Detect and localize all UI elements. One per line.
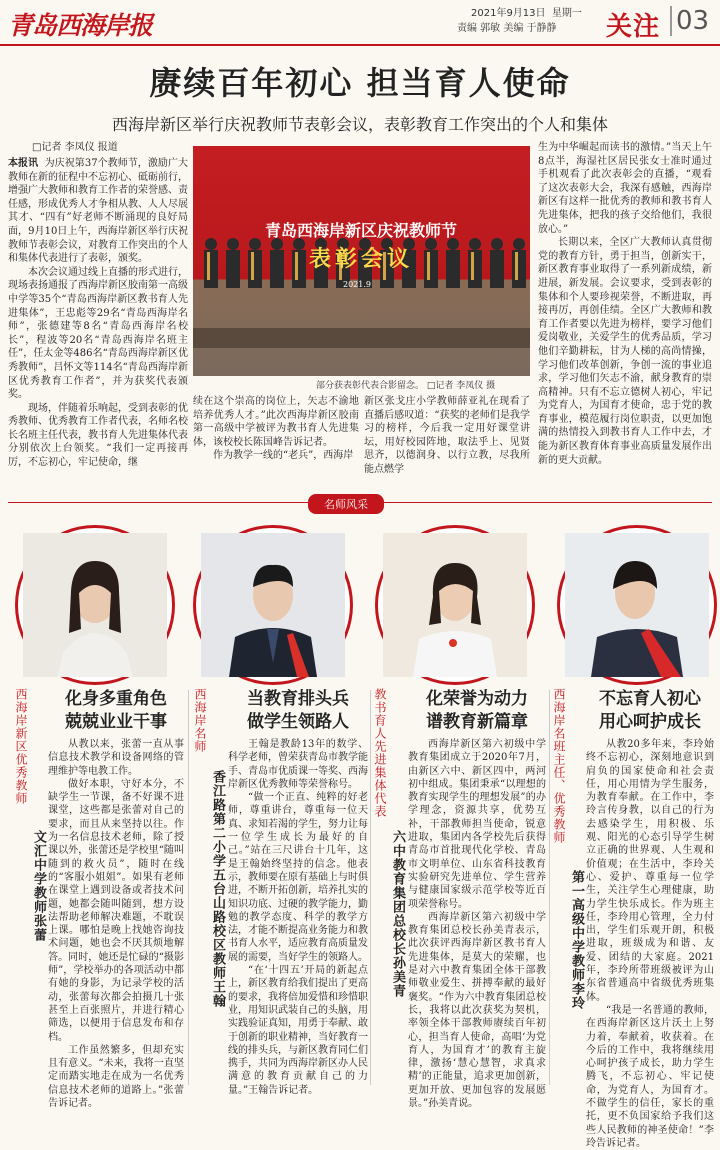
article-column-2 [193, 395, 359, 463]
reporter-credit: □记者 李凤仪 报道 [32, 142, 118, 153]
dateline [457, 6, 582, 36]
photo-caption: 部分获表彰代表合影留念。 □记者 李凤仪 摄 [316, 381, 496, 391]
paragraph: 生为中华崛起而读书的激情。”当天上午8点半，海湿社区居民张女士准时通过手机观看了此次表彰会的直播，“观看了这次表彰大会，我深有感触，西海岸新区有这样一批优秀的教师和教书育人先进集体，把我的孩子交给他们，我很放心。” [538, 142, 712, 235]
paragraph: 为庆祝第37个教师节，激励广大教师在新的征程中不忘初心、砥砺前行，增强广大教师和教育工作者的荣誉感、责任感，形成优秀人才争相从教、人人尽展其才、“四有”好老师不断涌现的良好局面，9月10日上午，西海岸新区举行庆祝教师节表彰会议，对教育工作突出的个人和集体代表进行了表彰，颁奖。 [8, 158, 189, 265]
paragraph: 从教20多年来，李玲始终不忘初心，深刻地意识到肩负的国家使命和社会责任，用心用情为学生服务，为教育奉献。在工作中，李玲言传身教，以自己的行为去感染学生，用积极、乐观、阳光的心态引导学生树立正确的世界观、人生观和价值观；在生活中，李玲关心、爱护、尊重每一位学生，关注学生心理健康，助力学生快乐成长。作为班主任，李玲用心管理，全力付出，学生们乐观开朗，积极进取，班级成为和谐、友爱、团结的大家庭。2021年，李玲所带班级被评为山东省普通高中省级优秀班集体。 [586, 739, 714, 1003]
portrait-sun-meiqing [378, 528, 532, 682]
title-line: 化身多重角色 [65, 689, 167, 709]
issue-date: 2021年9月13日 [471, 8, 546, 19]
award-label: 西海岸名班主任、优秀教师 [552, 688, 566, 844]
profile-title [48, 688, 184, 734]
paragraph: 本次会议通过线上直播的形式进行，现场表扬通报了西海岸新区胶南第一高级中学等35个“青岛西海岸新区教书育人先进集体”，王忠彪等29名“青岛西海岸名师”，张德建等8名“青岛西海岸名校长”，程波等20名“青岛西海岸名班主任”，任太金等486名“青岛西海岸新区优秀教师”，吕怀文等114名“青岛西海岸新区优秀教育工作者”，并为获奖代表颁奖。 [8, 266, 188, 401]
teacher-name: 文汇中学教师张蕾 [31, 830, 46, 942]
section-label: 关注 [606, 12, 661, 42]
paragraph: 新区张戈庄小学教师薛亚礼在现看了直播后感叹道：“获奖的老师们是我学习的榜样，今后我一定用好课堂讲坛，用好校园阵地，取法乎上、见贤思齐，以德润身、以行立教，尽我所能点燃学 [364, 396, 530, 475]
masthead-rule [0, 44, 720, 46]
paragraph: 作为教学一线的“老兵”，西海岸 [213, 450, 354, 462]
headline: 赓续百年初心 担当育人使命 [149, 64, 571, 102]
feature-tag: 名师风采 [308, 494, 384, 514]
paragraph: 续在这个崇高的岗位上，矢志不渝地培养优秀人才。”此次西海岸新区胶南第一高级中学被评为教书育人先进集体，该校校长陈国峰告诉记者。 [193, 396, 359, 448]
title-line: 当教育排头兵 [247, 689, 349, 709]
title-line: 化荣誉为动力 [426, 689, 528, 709]
article-column-3 [364, 395, 530, 475]
profile-title [228, 688, 368, 734]
award-label: 西海岸名师 [193, 688, 207, 753]
dateline-lead: 本报讯 [8, 158, 39, 169]
paragraph: 从教以来，张蕾一直从事信息技术教学和设备网络的管理维护等电教工作。 [48, 739, 184, 777]
paragraph: 长期以来，全区广大教师认真贯彻党的教育方针，勇于担当，创新实干，新区教育事业取得了一系列新成绩，新进展，新发展。会议要求，受到表彰的集体和个人要珍视荣誉，不断进取，再接再厉，再创佳绩。全区广大教师和教育工作者要以先进为榜样，要学习他们爱岗敬业，关爱学生的优秀品质，学习他们辛勤耕耘，甘为人梯的高尚情操，学习他们改革创新，争创一流的事业追求，学习他们矢志不渝，献身教育的崇高精神。只有不忘立德树人初心，牢记为党育人，为国育才使命，忠于党的教育事业，模范履行岗位职责，以更加饱满的热情投入到教书育人工作中去，才能为新区教育体育事业高质量发展作出新的更大贡献。 [538, 237, 712, 466]
photo-date-mark: 2021.9 [343, 280, 371, 289]
column-rule [370, 690, 371, 1085]
profile-title [586, 688, 714, 734]
column-rule [549, 690, 550, 1085]
subhead: 西海岸新区举行庆祝教师节表彰会议，表彰教育工作突出的个人和集体 [111, 115, 608, 134]
paragraph: 西海岸新区第六初级中学教育集团成立于2020年7月，由新区六中、新区四中，两河初中组成。集团秉承“以理想的教育实现学生的理想发展”的办学理念，资源共享，优势互补，干部教师担当使命，锐意进取，集团内各学校先后获得青岛市首批现代化学校、青岛市文明单位、山东省科技教育实验研究先进单位、学生营养与健康国家级示范学校等近百项荣誉称号。 [408, 739, 546, 910]
teacher-name: 香江路第二小学五台山路校区教师王翰 [210, 770, 225, 1008]
teacher-name: 六中教育集团总校长孙美青 [390, 830, 405, 998]
title-line: 兢兢业业干事 [65, 712, 167, 732]
portrait-wang-han [196, 528, 350, 682]
banner-line-1: 青岛西海岸新区庆祝教师节 [264, 221, 457, 240]
paragraph: 做好本职，守好本分，不缺学生一节课，备不好课不进课堂，这些都是张蕾对自己的要求，而且从来坚持以往。作为一名信息技术老师，除了授课以外，张蕾还是学校里“随叫随到的救火员”，随时在线的“客服小姐姐”。如果有老师在课堂上遇到设备或者技术问题，她都会随叫随到，想方设法帮助老师解决难题，不耽误上课。哪怕是晚上找她咨询技术问题，她也会不厌其烦地解答。同时，她还是忙碌的“摄影师”，学校举办的各项活动中都有她的身影，为记录学校的活动，张蕾每次都会拍摄几十张甚至上百张照片，并进行精心筛选，以便用于信息发布和存档。 [48, 778, 184, 1043]
award-label: 教书育人先进集体代表 [373, 688, 387, 818]
title-line: 谱教育新篇章 [426, 712, 528, 732]
paragraph: “在‘十四五’开局的新起点上，新区教育给我们提出了更高的要求，我将倍加爱惜和珍惜职业，用知识武装自己的头脑，用实践验证真知，用勇于奉献、敢于创新的职业精神，当好教育一线的排头兵，与新区教育同仁们携手，共同为西海岸新区办人民满意的教育贡献自己的力量。”王翰告诉记者。 [228, 965, 368, 1096]
issue-weekday: 星期一 [551, 8, 582, 19]
teacher-name: 第一高级中学教师李玲 [569, 870, 584, 1010]
title-line: 不忘育人初心 [599, 689, 701, 709]
portrait-zhang-lei [18, 528, 172, 682]
masthead: 青岛西海岸报 [8, 11, 153, 40]
paragraph: “我是一名普通的教师，在西海岸新区这片沃土上努力着，奉献着，收获着。在今后的工作中，我将继续用心呵护孩子成长，助力学生腾飞，不忘初心、牢记使命，为党育人，为国育才。不做学生的信任，家长的重托，更不负国家给予我们这些人民教师的神圣使命！”李玲告诉记者。 [586, 1004, 714, 1149]
profile-body [48, 738, 184, 1110]
article-column-4 [538, 141, 712, 479]
profile-title [408, 688, 546, 734]
banner-line-2: 表彰会议 [308, 247, 413, 272]
column-rule [188, 690, 189, 1085]
award-label: 西海岸新区优秀教师 [14, 688, 28, 805]
paragraph: “做一个正直、纯粹的好老师，尊重讲台，尊重每一位天真、求知若渴的学生，努力让每一位学生成长为最好的自己。”站在三尺讲台十几年，这是王翰始终坚持的信念。他表示，教师要在原有基础上与时俱进，不断开拓创新，培养扎实的知识功底、过硬的教学能力，勤勉的教学态度、科学的教学方法，才能不断提高业务能力和教书育人水平，适应教育高质量发展的需要，当好学生的领路人。 [228, 792, 368, 963]
editors: 责编 郭敏 美编 于静静 [457, 23, 557, 34]
title-line: 用心呵护成长 [599, 712, 701, 732]
ceremony-photo [193, 146, 530, 376]
article-column-1 [8, 157, 188, 479]
profile-body [408, 738, 546, 1110]
byline [32, 141, 118, 155]
page-number: 03 [670, 6, 709, 36]
profile-body [586, 738, 714, 1149]
paragraph: 工作虽然繁多，但却充实且有意义。“未来，我将一直坚定而踏实地走在成为一名优秀信息技术老师的道路上。”张蕾告诉记者。 [48, 1044, 184, 1110]
portrait-li-ling [560, 528, 714, 682]
title-line: 做学生领路人 [247, 712, 349, 732]
profile-body [228, 738, 368, 1096]
paragraph: 现场，伴随着乐响起，受到表彰的优秀教师、优秀教育工作者代表，名师名校长名班主任代表，教书育人先进集体代表分别依次上台领奖。“我们一定再接再厉，不忘初心，牢记使命，继 [8, 402, 188, 469]
paragraph: 西海岸新区第六初级中学教育集团总校长孙美青表示，此次获评西海岸新区教书育人先进集体，是莫大的荣耀，也是对六中教育集团全体干部教师敬业爱生、拼搏奉献的最好褒奖。“作为六中教育集团总校长，我将以此次获奖为契机，率领全体干部教师赓续百年初心，担当育人使命，高唱‘为党育人，为国育才’的教育主旋律，激扬‘慧心慧智，求真求精’的正能量，追求更加创新，更加开放、更加包容的发展愿景。”孙美青说。 [408, 911, 546, 1110]
paragraph: 王翰是教龄13年的数学、科学老师，曾荣获青岛市教学能手、青岛市优质课一等奖、西海岸新区优秀教师等荣誉称号。 [228, 739, 368, 790]
